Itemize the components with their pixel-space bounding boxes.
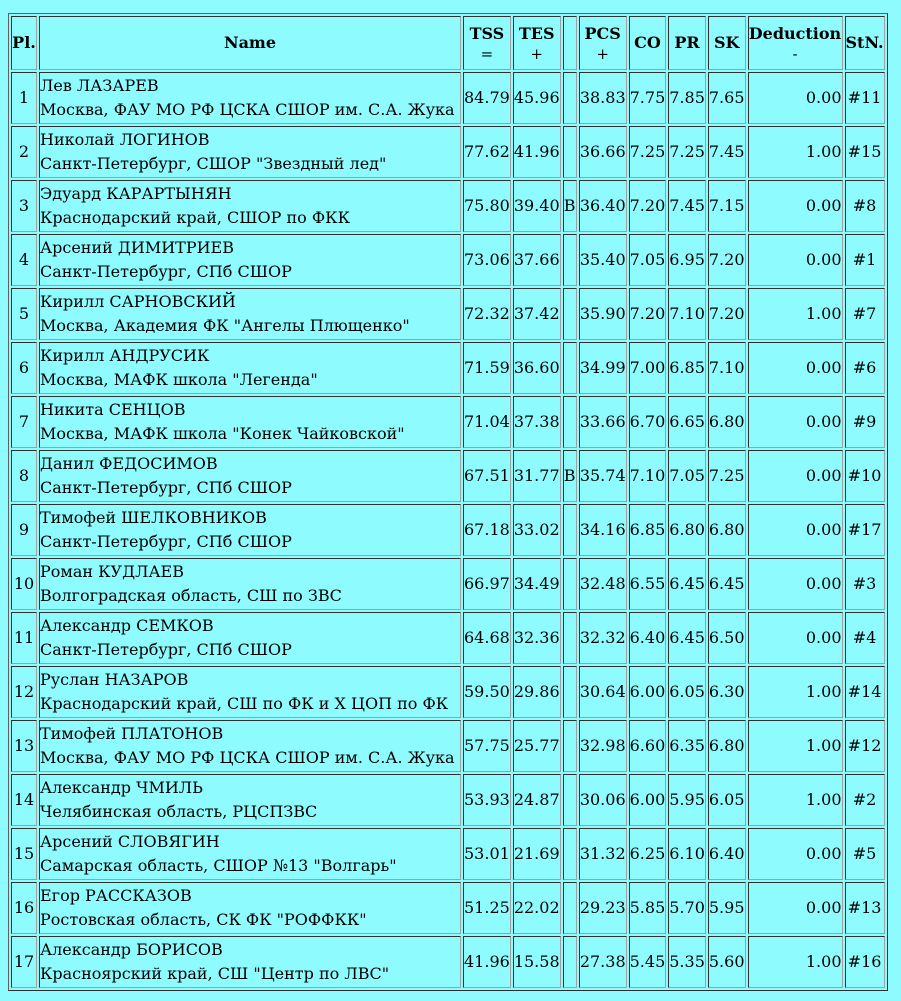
cell-tss: 41.96 (463, 936, 511, 988)
cell-tss: 71.04 (463, 396, 511, 448)
cell-pr: 5.35 (668, 936, 706, 988)
cell-pr: 6.35 (668, 720, 706, 772)
cell-pcs: 32.48 (579, 558, 627, 610)
table-row (11, 558, 885, 610)
cell-place: 7 (11, 396, 37, 448)
cell-co: 7.10 (629, 450, 667, 502)
skater-club: Краснодарский край, СШ по ФК и Х ЦОП по ФК (40, 694, 449, 713)
cell-sk: 6.80 (708, 720, 746, 772)
cell-name (39, 450, 461, 502)
cell-co: 7.05 (629, 234, 667, 286)
cell-tes: 45.96 (513, 72, 561, 124)
skater-club: Москва, Академия ФК "Ангелы Плющенко" (40, 316, 410, 335)
header-deduction-sub: - (792, 45, 798, 63)
cell-pcs: 34.99 (579, 342, 627, 394)
cell-flag (563, 504, 577, 556)
cell-sk: 6.05 (708, 774, 746, 826)
cell-flag (563, 774, 577, 826)
cell-pr: 6.95 (668, 234, 706, 286)
table-row (11, 504, 885, 556)
skater-club: Санкт-Петербург, СПб СШОР (40, 532, 292, 551)
cell-pcs: 32.98 (579, 720, 627, 772)
cell-co: 7.00 (629, 342, 667, 394)
cell-tes: 39.40 (513, 180, 561, 232)
header-row (11, 16, 885, 70)
cell-co: 7.20 (629, 288, 667, 340)
skater-name: Никита СЕНЦОВ (40, 400, 186, 419)
cell-tss: 64.68 (463, 612, 511, 664)
cell-deduction: 1.00 (748, 126, 843, 178)
cell-deduction: 0.00 (748, 72, 843, 124)
skater-name: Николай ЛОГИНОВ (40, 130, 210, 149)
cell-name (39, 72, 461, 124)
cell-sk: 7.10 (708, 342, 746, 394)
table-row (11, 126, 885, 178)
cell-flag: B (563, 450, 577, 502)
cell-flag (563, 882, 577, 934)
cell-pr: 7.10 (668, 288, 706, 340)
cell-deduction: 0.00 (748, 558, 843, 610)
cell-tss: 53.01 (463, 828, 511, 880)
table-row (11, 720, 885, 772)
cell-sk: 6.45 (708, 558, 746, 610)
cell-sk: 7.15 (708, 180, 746, 232)
cell-sk: 6.80 (708, 396, 746, 448)
cell-pcs: 38.83 (579, 72, 627, 124)
table-row (11, 288, 885, 340)
cell-pcs: 30.64 (579, 666, 627, 718)
cell-pcs: 32.32 (579, 612, 627, 664)
cell-deduction: 0.00 (748, 450, 843, 502)
cell-place: 6 (11, 342, 37, 394)
cell-flag: B (563, 180, 577, 232)
table-row (11, 342, 885, 394)
cell-place: 4 (11, 234, 37, 286)
skater-club: Москва, МАФК школа "Легенда" (40, 370, 318, 389)
cell-deduction: 0.00 (748, 612, 843, 664)
cell-place: 5 (11, 288, 37, 340)
header-flag (563, 16, 577, 70)
cell-place: 10 (11, 558, 37, 610)
cell-tes: 32.36 (513, 612, 561, 664)
cell-pcs: 35.40 (579, 234, 627, 286)
cell-co: 6.25 (629, 828, 667, 880)
cell-pr: 6.65 (668, 396, 706, 448)
cell-pcs: 33.66 (579, 396, 627, 448)
header-name: Name (39, 16, 461, 70)
cell-co: 7.20 (629, 180, 667, 232)
cell-pcs: 30.06 (579, 774, 627, 826)
cell-name (39, 882, 461, 934)
cell-pcs: 31.32 (579, 828, 627, 880)
cell-place: 15 (11, 828, 37, 880)
cell-place: 16 (11, 882, 37, 934)
cell-co: 6.60 (629, 720, 667, 772)
table-row (11, 234, 885, 286)
cell-start-number: #3 (845, 558, 885, 610)
cell-tss: 66.97 (463, 558, 511, 610)
cell-pcs: 36.66 (579, 126, 627, 178)
skater-name: Эдуард КАРАРТЫНЯН (40, 184, 232, 203)
skater-name: Александр БОРИСОВ (40, 940, 223, 959)
cell-tes: 37.42 (513, 288, 561, 340)
cell-pr: 7.25 (668, 126, 706, 178)
skater-club: Санкт-Петербург, СПб СШОР (40, 640, 292, 659)
cell-name (39, 774, 461, 826)
cell-place: 2 (11, 126, 37, 178)
cell-tes: 24.87 (513, 774, 561, 826)
cell-deduction: 1.00 (748, 666, 843, 718)
cell-co: 6.00 (629, 774, 667, 826)
skater-name: Арсений ДИМИТРИЕВ (40, 238, 234, 257)
cell-co: 6.55 (629, 558, 667, 610)
results-table-wrapper (8, 13, 888, 991)
cell-tss: 84.79 (463, 72, 511, 124)
cell-tes: 22.02 (513, 882, 561, 934)
skater-club: Красноярский край, СШ "Центр по ЛВС" (40, 964, 390, 983)
cell-name (39, 936, 461, 988)
header-pr: PR (668, 16, 706, 70)
cell-co: 7.75 (629, 72, 667, 124)
skater-name: Кирилл АНДРУСИК (40, 346, 210, 365)
cell-start-number: #1 (845, 234, 885, 286)
cell-co: 6.40 (629, 612, 667, 664)
cell-tes: 31.77 (513, 450, 561, 502)
skater-name: Тимофей ПЛАТОНОВ (40, 724, 224, 743)
results-body (11, 72, 885, 988)
cell-sk: 6.30 (708, 666, 746, 718)
cell-sk: 5.95 (708, 882, 746, 934)
cell-co: 7.25 (629, 126, 667, 178)
table-row (11, 774, 885, 826)
cell-tes: 37.66 (513, 234, 561, 286)
cell-pr: 7.85 (668, 72, 706, 124)
cell-start-number: #12 (845, 720, 885, 772)
cell-pr: 7.45 (668, 180, 706, 232)
skater-name: Егор РАССКАЗОВ (40, 886, 192, 905)
cell-flag (563, 126, 577, 178)
cell-flag (563, 666, 577, 718)
cell-flag (563, 234, 577, 286)
cell-start-number: #6 (845, 342, 885, 394)
cell-tss: 53.93 (463, 774, 511, 826)
cell-place: 9 (11, 504, 37, 556)
skater-name: Тимофей ШЕЛКОВНИКОВ (40, 508, 267, 527)
cell-tss: 67.51 (463, 450, 511, 502)
cell-pcs: 36.40 (579, 180, 627, 232)
skater-club: Санкт-Петербург, СПб СШОР (40, 262, 292, 281)
cell-start-number: #5 (845, 828, 885, 880)
cell-deduction: 1.00 (748, 936, 843, 988)
cell-deduction: 0.00 (748, 504, 843, 556)
cell-tes: 29.86 (513, 666, 561, 718)
cell-tss: 72.32 (463, 288, 511, 340)
cell-sk: 6.80 (708, 504, 746, 556)
cell-place: 17 (11, 936, 37, 988)
header-pl: Pl. (11, 16, 37, 70)
cell-name (39, 504, 461, 556)
cell-pr: 6.45 (668, 612, 706, 664)
skater-name: Арсений СЛОВЯГИН (40, 832, 220, 851)
header-sk: SK (708, 16, 746, 70)
cell-sk: 7.20 (708, 234, 746, 286)
cell-start-number: #14 (845, 666, 885, 718)
cell-name (39, 720, 461, 772)
cell-tes: 15.58 (513, 936, 561, 988)
cell-name (39, 558, 461, 610)
cell-sk: 7.20 (708, 288, 746, 340)
cell-flag (563, 936, 577, 988)
cell-start-number: #17 (845, 504, 885, 556)
cell-start-number: #16 (845, 936, 885, 988)
skater-club: Санкт-Петербург, СПб СШОР (40, 478, 292, 497)
table-row (11, 72, 885, 124)
cell-deduction: 1.00 (748, 288, 843, 340)
cell-tss: 59.50 (463, 666, 511, 718)
cell-sk: 6.50 (708, 612, 746, 664)
cell-pcs: 35.90 (579, 288, 627, 340)
table-row (11, 612, 885, 664)
cell-tes: 21.69 (513, 828, 561, 880)
cell-co: 5.45 (629, 936, 667, 988)
header-co: CO (629, 16, 667, 70)
cell-pcs: 29.23 (579, 882, 627, 934)
cell-start-number: #2 (845, 774, 885, 826)
cell-start-number: #10 (845, 450, 885, 502)
cell-place: 1 (11, 72, 37, 124)
cell-start-number: #9 (845, 396, 885, 448)
skater-name: Александр ЧМИЛЬ (40, 778, 203, 797)
header-tss: TSS = (463, 16, 511, 70)
cell-name (39, 828, 461, 880)
cell-start-number: #11 (845, 72, 885, 124)
table-row (11, 666, 885, 718)
cell-name (39, 288, 461, 340)
cell-tss: 73.06 (463, 234, 511, 286)
cell-tss: 77.62 (463, 126, 511, 178)
header-stn: StN. (845, 16, 885, 70)
cell-co: 6.70 (629, 396, 667, 448)
cell-name (39, 342, 461, 394)
cell-deduction: 0.00 (748, 396, 843, 448)
table-row (11, 882, 885, 934)
cell-sk: 6.40 (708, 828, 746, 880)
results-table (8, 13, 888, 991)
cell-name (39, 180, 461, 232)
skater-name: Роман КУДЛАЕВ (40, 562, 184, 581)
cell-tes: 34.49 (513, 558, 561, 610)
cell-tes: 25.77 (513, 720, 561, 772)
cell-name (39, 612, 461, 664)
skater-club: Москва, ФАУ МО РФ ЦСКА СШОР им. С.А. Жука (40, 100, 455, 119)
cell-deduction: 0.00 (748, 882, 843, 934)
cell-pr: 6.45 (668, 558, 706, 610)
cell-pcs: 35.74 (579, 450, 627, 502)
cell-start-number: #15 (845, 126, 885, 178)
cell-flag (563, 558, 577, 610)
cell-deduction: 1.00 (748, 720, 843, 772)
cell-pr: 6.85 (668, 342, 706, 394)
cell-place: 13 (11, 720, 37, 772)
cell-pr: 6.05 (668, 666, 706, 718)
cell-flag (563, 396, 577, 448)
table-row (11, 396, 885, 448)
cell-pr: 5.95 (668, 774, 706, 826)
cell-deduction: 0.00 (748, 180, 843, 232)
skater-club: Волгоградская область, СШ по ЗВС (40, 586, 342, 605)
skater-club: Ростовская область, СК ФК "РОФФКК" (40, 910, 367, 929)
cell-pcs: 34.16 (579, 504, 627, 556)
header-tes: TES + (513, 16, 561, 70)
cell-name (39, 234, 461, 286)
header-tss-sub: = (480, 45, 494, 63)
cell-sk: 7.25 (708, 450, 746, 502)
cell-pr: 7.05 (668, 450, 706, 502)
skater-club: Челябинская область, РЦСПЗВС (40, 802, 318, 821)
cell-tss: 71.59 (463, 342, 511, 394)
table-row (11, 936, 885, 988)
cell-flag (563, 828, 577, 880)
cell-tss: 51.25 (463, 882, 511, 934)
cell-place: 11 (11, 612, 37, 664)
cell-tss: 67.18 (463, 504, 511, 556)
skater-club: Москва, МАФК школа "Конек Чайковской" (40, 424, 405, 443)
skater-club: Краснодарский край, СШОР по ФКК (40, 208, 350, 227)
cell-name (39, 396, 461, 448)
header-tes-sub: + (530, 45, 543, 63)
cell-name (39, 666, 461, 718)
header-deduction: Deduction - (748, 16, 843, 70)
cell-tss: 75.80 (463, 180, 511, 232)
cell-start-number: #7 (845, 288, 885, 340)
cell-tes: 37.38 (513, 396, 561, 448)
cell-pr: 5.70 (668, 882, 706, 934)
cell-tss: 57.75 (463, 720, 511, 772)
skater-name: Кирилл САРНОВСКИЙ (40, 292, 236, 311)
table-row (11, 450, 885, 502)
cell-flag (563, 288, 577, 340)
cell-co: 6.00 (629, 666, 667, 718)
cell-start-number: #4 (845, 612, 885, 664)
skater-name: Руслан НАЗАРОВ (40, 670, 189, 689)
cell-name (39, 126, 461, 178)
cell-deduction: 0.00 (748, 828, 843, 880)
cell-pr: 6.10 (668, 828, 706, 880)
table-row (11, 828, 885, 880)
cell-tes: 36.60 (513, 342, 561, 394)
cell-place: 3 (11, 180, 37, 232)
skater-club: Самарская область, СШОР №13 "Волгарь" (40, 856, 397, 875)
cell-flag (563, 612, 577, 664)
skater-club: Санкт-Петербург, СШОР "Звездный лед" (40, 154, 387, 173)
cell-start-number: #8 (845, 180, 885, 232)
skater-name: Лев ЛАЗАРЕВ (40, 76, 159, 95)
cell-sk: 7.65 (708, 72, 746, 124)
cell-place: 12 (11, 666, 37, 718)
cell-co: 6.85 (629, 504, 667, 556)
skater-club: Москва, ФАУ МО РФ ЦСКА СШОР им. С.А. Жука (40, 748, 455, 767)
cell-deduction: 0.00 (748, 342, 843, 394)
cell-place: 8 (11, 450, 37, 502)
cell-co: 5.85 (629, 882, 667, 934)
cell-tes: 33.02 (513, 504, 561, 556)
cell-deduction: 0.00 (748, 234, 843, 286)
table-row (11, 180, 885, 232)
cell-start-number: #13 (845, 882, 885, 934)
cell-flag (563, 720, 577, 772)
cell-sk: 7.45 (708, 126, 746, 178)
header-pcs-sub: + (596, 45, 609, 63)
cell-place: 14 (11, 774, 37, 826)
header-pcs: PCS + (579, 16, 627, 70)
cell-tes: 41.96 (513, 126, 561, 178)
cell-flag (563, 72, 577, 124)
skater-name: Александр СЕМКОВ (40, 616, 214, 635)
cell-pcs: 27.38 (579, 936, 627, 988)
cell-deduction: 1.00 (748, 774, 843, 826)
skater-name: Данил ФЕДОСИМОВ (40, 454, 218, 473)
cell-flag (563, 342, 577, 394)
cell-pr: 6.80 (668, 504, 706, 556)
cell-sk: 5.60 (708, 936, 746, 988)
